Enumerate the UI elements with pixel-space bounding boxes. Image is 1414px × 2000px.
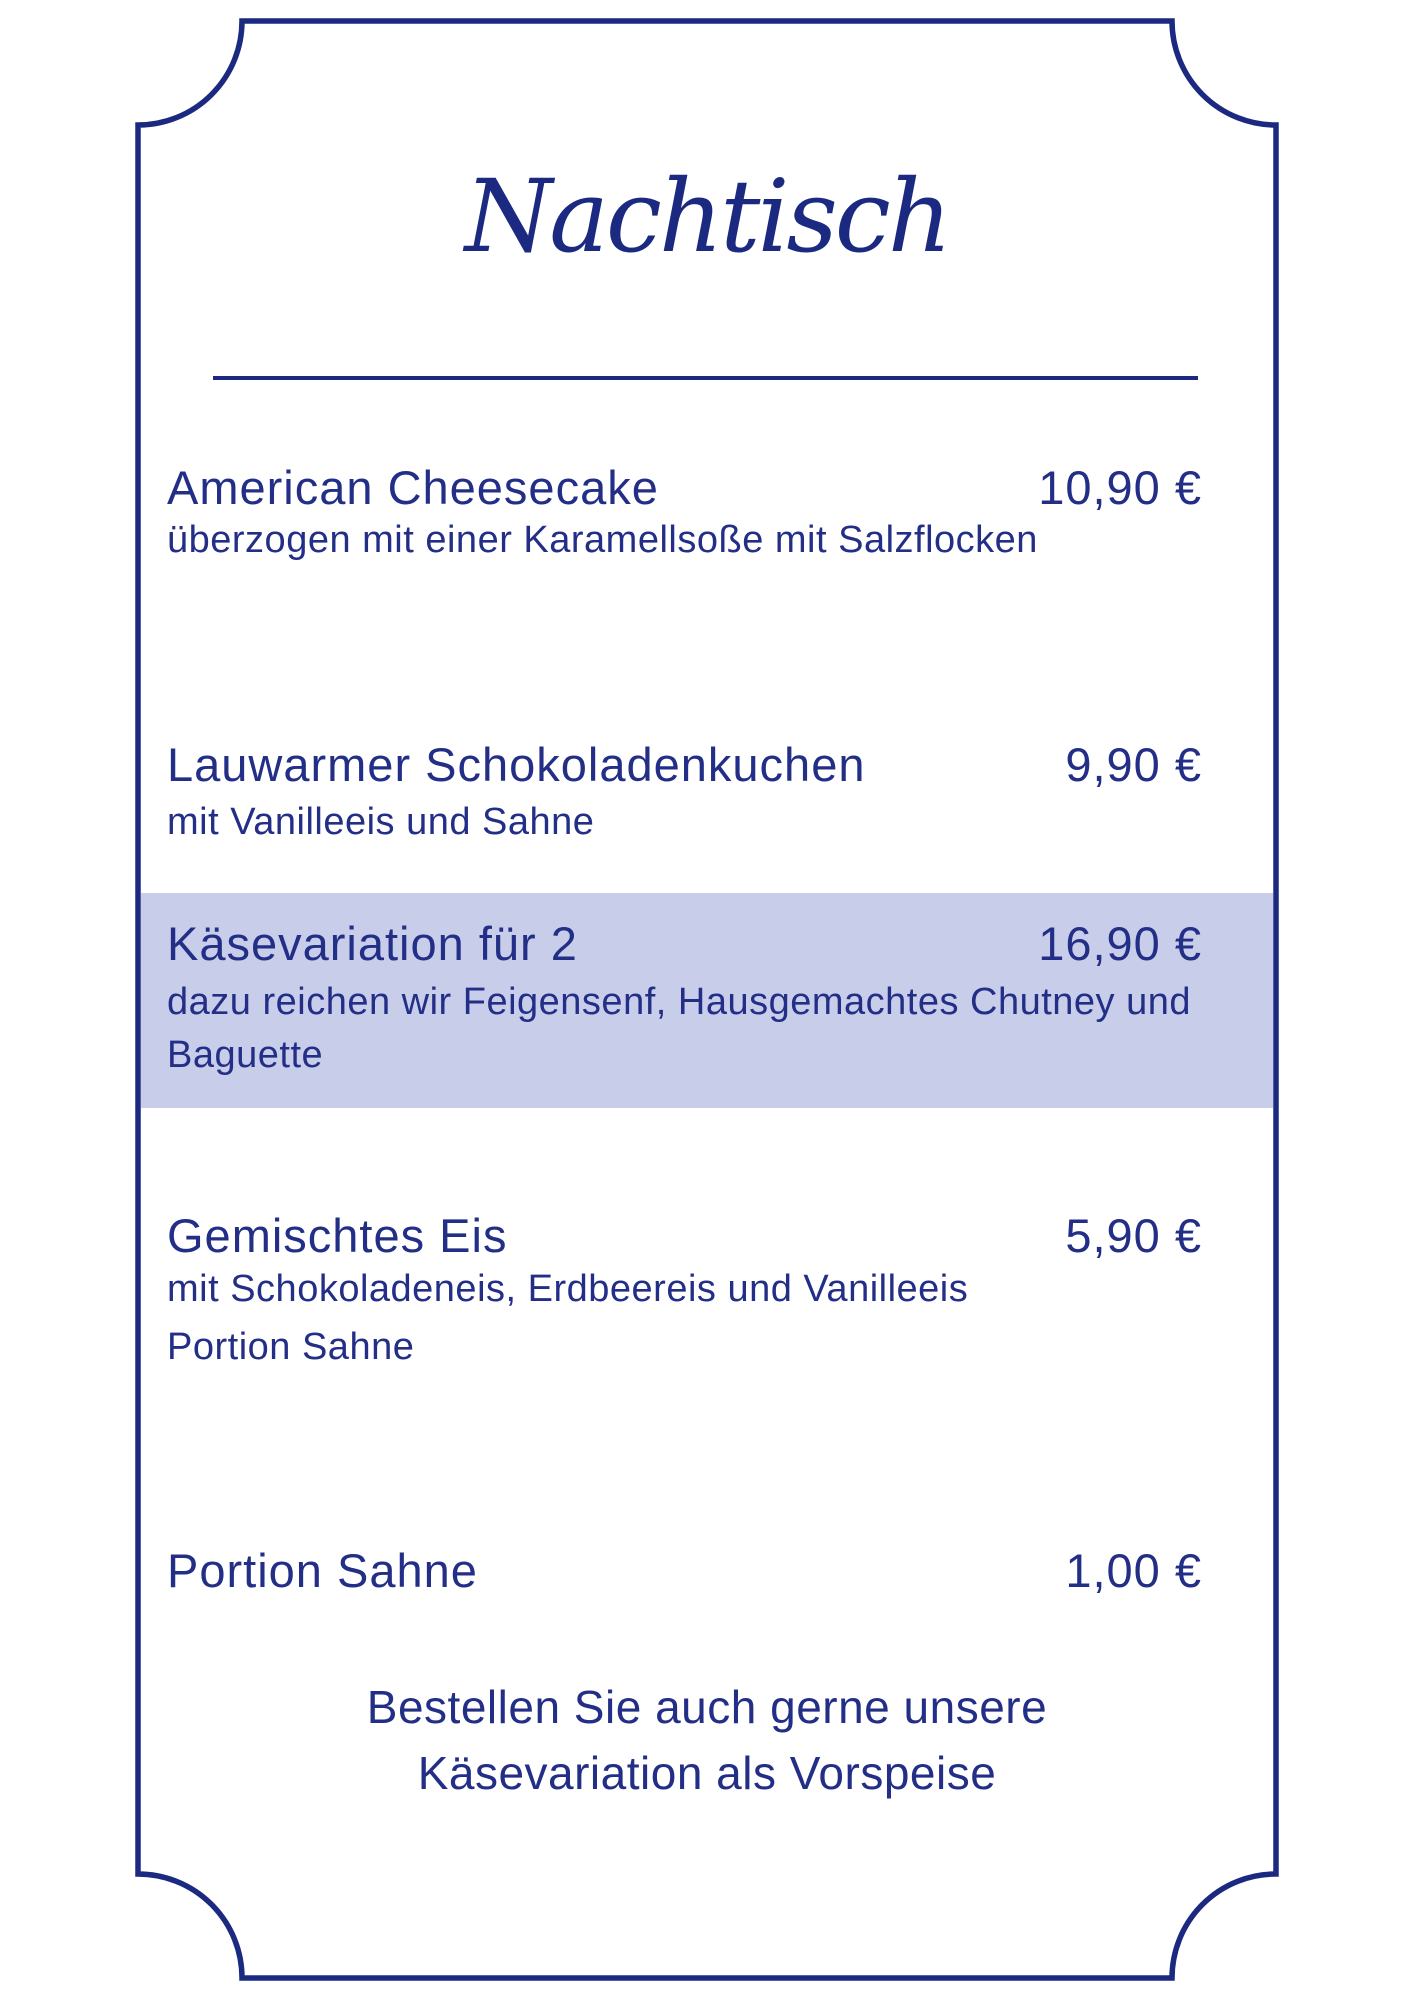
item-name: Portion Sahne [167, 1544, 478, 1597]
item-price: 10,90 € [1038, 461, 1202, 514]
item-price: 5,90 € [1065, 1209, 1202, 1262]
description-line: Portion Sahne [167, 1326, 415, 1368]
item-price: 9,90 € [1065, 738, 1202, 791]
item-description [167, 976, 1224, 1082]
description-line: mit Schokoladeneis, Erdbeereis und Vanilleeis [167, 1268, 969, 1310]
item-description [167, 514, 1224, 567]
item-price: 1,00 € [1065, 1544, 1202, 1597]
item-name: American Cheesecake [167, 461, 659, 514]
page-title: Nachtisch [464, 158, 950, 275]
footer-note [0, 1674, 1414, 1806]
menu-item-american-cheesecake [167, 460, 1202, 515]
menu-item-portion-sahne [167, 1543, 1202, 1598]
title-divider [213, 376, 1198, 380]
footer-line: Bestellen Sie auch gerne unsere [366, 1681, 1048, 1733]
description-line: Baguette [167, 1034, 324, 1076]
item-description [167, 796, 1224, 849]
menu-item-gemischtes-eis [167, 1208, 1202, 1263]
description-line: überzogen mit einer Karamellsoße mit Salzflocken [167, 519, 1038, 561]
description-line: dazu reichen wir Feigensenf, Hausgemachtes Chutney und [167, 981, 1192, 1023]
item-name: Lauwarmer Schokoladenkuchen [167, 738, 866, 791]
item-name: Gemischtes Eis [167, 1209, 508, 1262]
menu-item-schokoladenkuchen [167, 737, 1202, 792]
menu-item-kaesevariation [167, 916, 1202, 971]
footer-line: Käsevariation als Vorspeise [417, 1747, 997, 1799]
item-description [167, 1260, 1224, 1376]
item-name: Käsevariation für 2 [167, 917, 578, 970]
item-price: 16,90 € [1038, 917, 1202, 970]
description-line: mit Vanilleeis und Sahne [167, 801, 595, 843]
